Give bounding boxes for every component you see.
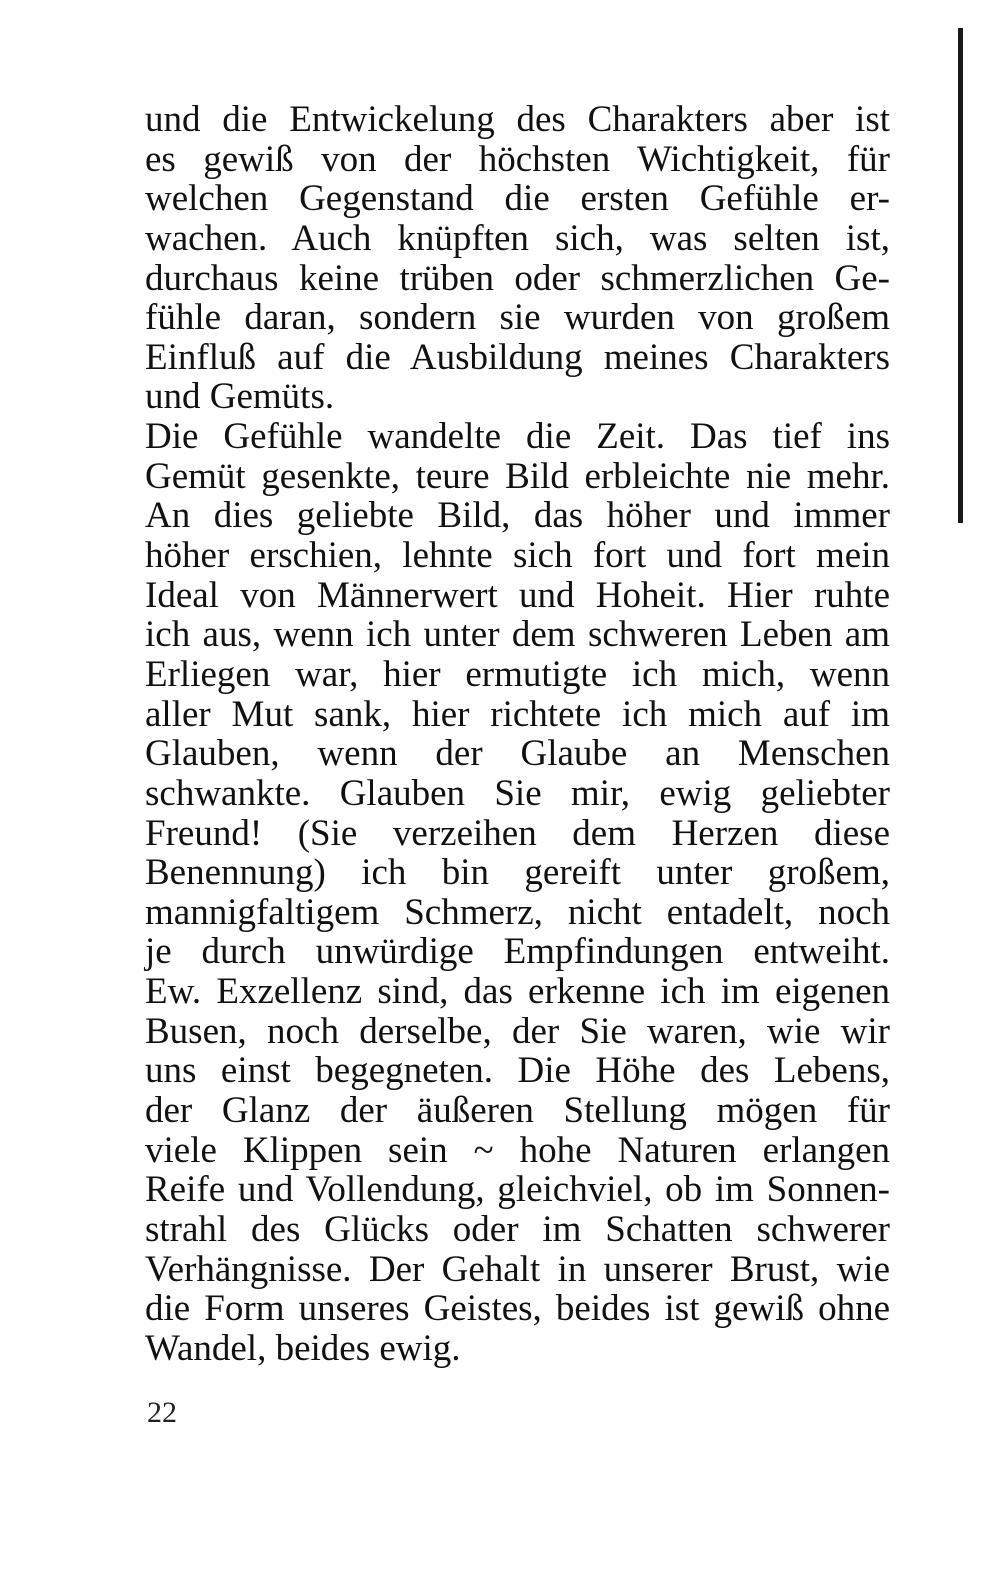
text-line: Glauben, wenn der Glaube an Menschen bbox=[145, 733, 890, 775]
text-line: es gewiß von der höchsten Wichtigkeit, für bbox=[145, 138, 890, 180]
text-line: die Form unseres Geistes, beides ist gewiß ohne bbox=[145, 1288, 890, 1330]
text-line: Die Gefühle wandelte die Zeit. Das tief ins bbox=[145, 416, 890, 458]
text-line: Verhängnisse. Der Gehalt in unserer Brust, wie bbox=[145, 1248, 890, 1290]
page-number: 22 bbox=[147, 1396, 177, 1429]
text-line: Erliegen war, hier ermutigte ich mich, wenn bbox=[145, 653, 890, 695]
text-line: schwankte. Glauben Sie mir, ewig geliebter bbox=[145, 772, 890, 814]
text-line: durchaus keine trüben oder schmerzlichen Ge- bbox=[145, 257, 890, 299]
text-line: ich aus, wenn ich unter dem schweren Leben am bbox=[145, 614, 890, 656]
text-line: Busen, noch derselbe, der Sie waren, wie wir bbox=[145, 1010, 890, 1052]
text-line: und Gemüts. bbox=[145, 376, 335, 418]
text-line: fühle daran, sondern sie wurden von großem bbox=[145, 297, 890, 339]
text-line: An dies geliebte Bild, das höher und immer bbox=[145, 495, 890, 537]
text-line: aller Mut sank, hier richtete ich mich auf im bbox=[145, 693, 890, 735]
text-line: viele Klippen sein ~ hohe Naturen erlangen bbox=[145, 1129, 890, 1171]
text-line: und die Entwickelung des Charakters aber ist bbox=[145, 99, 890, 140]
text-line: Gemüt gesenkte, teure Bild erbleichte nie mehr. bbox=[145, 455, 890, 497]
text-line: Freund! (Sie verzeihen dem Herzen diese bbox=[145, 812, 890, 854]
text-line: je durch unwürdige Empfindungen entweiht. bbox=[145, 931, 890, 973]
text-line: mannigfaltigem Schmerz, nicht entadelt, noch bbox=[145, 891, 890, 933]
page-edge-mark bbox=[958, 28, 963, 523]
text-line: wachen. Auch knüpften sich, was selten ist, bbox=[145, 217, 890, 259]
text-line: Reife und Vollendung, gleichviel, ob im Sonnen- bbox=[145, 1169, 890, 1211]
text-line: Ew. Exzellenz sind, das erkenne ich im eigenen bbox=[145, 971, 890, 1013]
text-line: Einfluß auf die Ausbildung meines Charakters bbox=[145, 336, 890, 378]
text-line: Wandel, beides ewig. bbox=[145, 1327, 461, 1369]
text-line: Benennung) ich bin gereift unter großem, bbox=[145, 852, 890, 894]
body-text bbox=[145, 100, 890, 1369]
text-line: strahl des Glücks oder im Schatten schwerer bbox=[145, 1208, 890, 1250]
text-line: Ideal von Männerwert und Hoheit. Hier ruhte bbox=[145, 574, 890, 616]
text-line: welchen Gegenstand die ersten Gefühle er- bbox=[145, 178, 890, 220]
text-line: der Glanz der äußeren Stellung mögen für bbox=[145, 1090, 890, 1132]
text-line: uns einst begegneten. Die Höhe des Lebens, bbox=[145, 1050, 890, 1092]
text-line: höher erschien, lehnte sich fort und fort mein bbox=[145, 535, 890, 577]
